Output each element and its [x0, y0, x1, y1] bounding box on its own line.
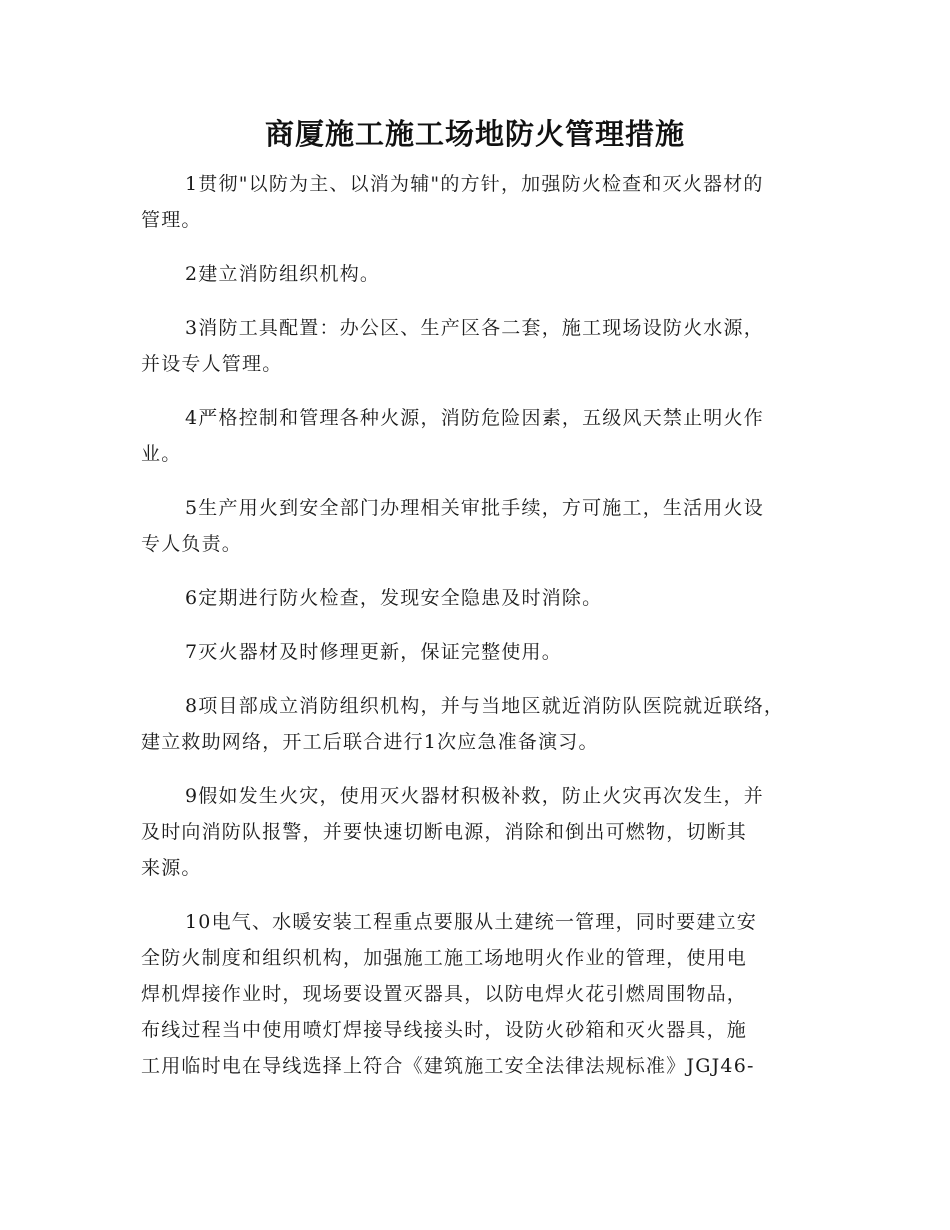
paragraph-line: 专人负责。 — [141, 533, 243, 555]
paragraph-line: 5生产用火到安全部门办理相关审批手续，方可施工，生活用火设 — [185, 497, 764, 519]
paragraph-3 — [141, 310, 831, 382]
paragraph-6 — [141, 580, 831, 616]
paragraph-line: 10电气、水暖安装工程重点要服从土建统一管理，同时要建立安 — [185, 911, 757, 933]
paragraph-4 — [141, 400, 831, 472]
document-body — [141, 166, 831, 1102]
paragraph-line: 并设专人管理。 — [141, 353, 283, 375]
paragraph-line: 工用临时电在导线选择上符合《建筑施工安全法律法规标准》JGJ46- — [141, 1055, 755, 1077]
paragraph-line: 管理。 — [141, 209, 202, 231]
paragraph-line: 来源。 — [141, 857, 202, 879]
paragraph-line: 4严格控制和管理各种火源，消防危险因素，五级风天禁止明火作 — [185, 407, 764, 429]
paragraph-line: 7灭火器材及时修理更新，保证完整使用。 — [185, 641, 562, 663]
paragraph-line: 8项目部成立消防组织机构，并与当地区就近消防队医院就近联络， — [185, 695, 785, 717]
paragraph-2 — [141, 256, 831, 292]
paragraph-10 — [141, 904, 831, 1084]
paragraph-line: 业。 — [141, 443, 182, 465]
page-title: 商厦施工施工场地防火管理措施 — [264, 117, 685, 151]
paragraph-line: 1贯彻"以防为主、以消为辅"的方针，加强防火检查和灭火器材的 — [185, 173, 764, 195]
paragraph-line: 3消防工具配置：办公区、生产区各二套，施工现场设防火水源， — [185, 317, 764, 339]
paragraph-line: 建立救助网络，开工后联合进行1次应急准备演习。 — [141, 731, 599, 753]
paragraph-line: 2建立消防组织机构。 — [185, 263, 381, 285]
paragraph-1 — [141, 166, 831, 238]
paragraph-line: 及时向消防队报警，并要快速切断电源，消除和倒出可燃物，切断其 — [141, 821, 748, 843]
paragraph-line: 6定期进行防火检查，发现安全隐患及时消除。 — [185, 587, 603, 609]
paragraph-5 — [141, 490, 831, 562]
paragraph-line: 全防火制度和组织机构，加强施工施工场地明火作业的管理，使用电 — [141, 947, 748, 969]
paragraph-7 — [141, 634, 831, 670]
paragraph-9 — [141, 778, 831, 886]
paragraph-8 — [141, 688, 831, 760]
paragraph-line: 布线过程当中使用喷灯焊接导线接头时，设防火砂箱和灭火器具，施 — [141, 1019, 748, 1041]
paragraph-line: 9假如发生火灾，使用灭火器材积极补救，防止火灾再次发生，并 — [185, 785, 764, 807]
paragraph-line: 焊机焊接作业时，现场要设置灭器具，以防电焊火花引燃周围物品， — [141, 983, 748, 1005]
